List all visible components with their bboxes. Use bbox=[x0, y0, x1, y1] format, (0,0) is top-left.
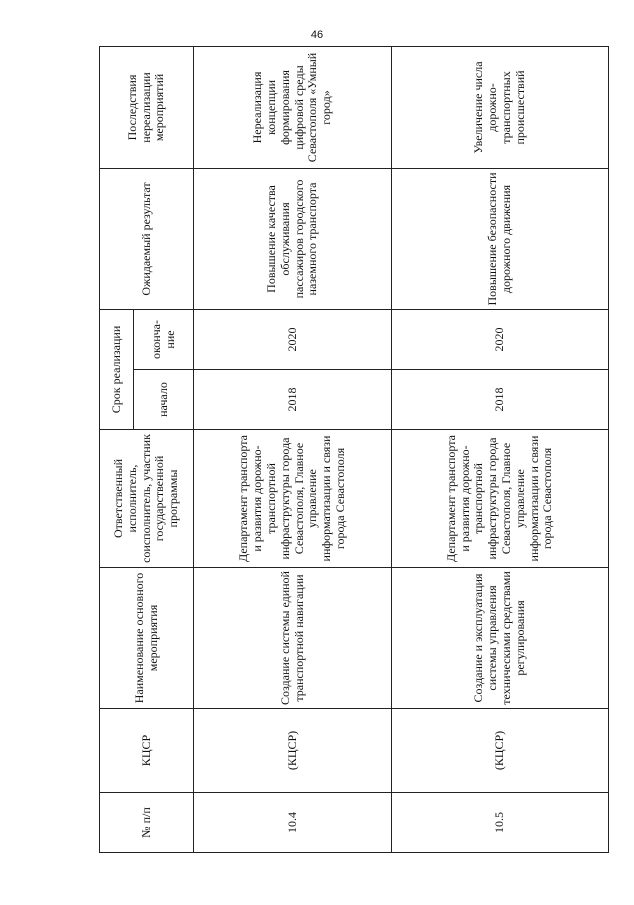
row-kcsr: (КЦСР) bbox=[392, 709, 609, 793]
header-num: № п/п bbox=[100, 793, 194, 853]
row-num: 10.4 bbox=[194, 793, 392, 853]
header-name: Наименование основного мероприятия bbox=[100, 568, 194, 709]
header-period: Срок реализации bbox=[100, 309, 134, 429]
row-consequences: Нереализация концепции формирования цифровой среды Севастополя «Умный город» bbox=[194, 46, 392, 168]
rotated-table-frame bbox=[99, 47, 608, 853]
header-kcsr: КЦСР bbox=[100, 709, 194, 793]
header-consequences: Последствия нереализации мероприятий bbox=[100, 46, 194, 168]
header-end: оконча-ние bbox=[134, 309, 194, 369]
row-start: 2018 bbox=[194, 370, 392, 430]
row-end: 2020 bbox=[194, 309, 392, 369]
table-container bbox=[99, 47, 608, 853]
row-num: 10.5 bbox=[392, 793, 609, 853]
row-end: 2020 bbox=[392, 309, 609, 369]
header-start: начало bbox=[134, 370, 194, 430]
header-executor: Ответственный исполнитель, соисполнитель, участник государственной программы bbox=[100, 430, 194, 568]
page-number: 46 bbox=[310, 29, 324, 41]
row-name: Создание системы единой транспортной навигации bbox=[194, 568, 392, 709]
header-row-top bbox=[100, 46, 134, 852]
table-row bbox=[194, 46, 392, 852]
row-name: Создание и эксплуатация системы управления техническими средствами регулирования bbox=[392, 568, 609, 709]
table-row bbox=[392, 46, 609, 852]
header-result: Ожидаемый результат bbox=[100, 168, 194, 309]
row-consequences: Увеличение числа дорожно-транспортных происшествий bbox=[392, 46, 609, 168]
row-executor: Департамент транспорта и развития дорожно-транспортной инфраструктуры города Севастополя, Главное управление информатизации и связи города Севастополя bbox=[194, 430, 392, 568]
activities-table bbox=[99, 46, 609, 853]
row-start: 2018 bbox=[392, 370, 609, 430]
row-result: Повышение безопасности дорожного движения bbox=[392, 168, 609, 309]
row-kcsr: (КЦСР) bbox=[194, 709, 392, 793]
row-executor: Департамент транспорта и развития дорожно-транспортной инфраструктуры города Севастополя, Главное управление информатизации и связи города Севастополя bbox=[392, 430, 609, 568]
row-result: Повышение качества обслуживания пассажиров городского наземного транспорта bbox=[194, 168, 392, 309]
